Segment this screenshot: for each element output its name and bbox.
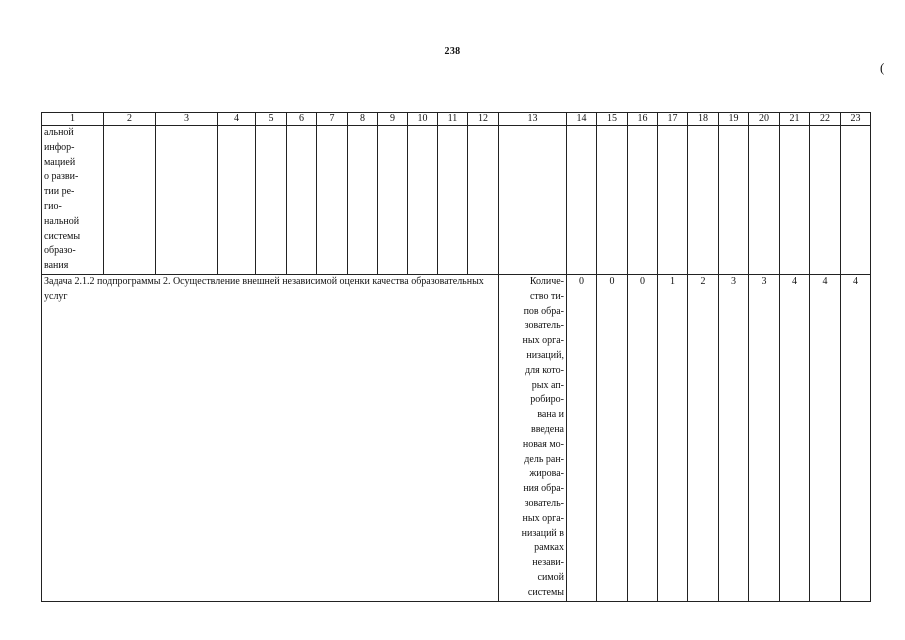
header-cell: 2 xyxy=(104,113,156,126)
value-cell: 4 xyxy=(841,275,871,602)
header-cell: 3 xyxy=(156,113,218,126)
value-cell: 0 xyxy=(628,275,658,602)
table-header-row xyxy=(42,113,871,126)
empty-cell xyxy=(749,126,780,275)
header-cell: 4 xyxy=(218,113,256,126)
header-cell: 19 xyxy=(719,113,749,126)
empty-cell xyxy=(287,126,317,275)
header-cell: 15 xyxy=(597,113,628,126)
header-cell: 9 xyxy=(378,113,408,126)
header-cell: 8 xyxy=(348,113,378,126)
value-cell: 0 xyxy=(597,275,628,602)
empty-cell xyxy=(628,126,658,275)
empty-cell xyxy=(841,126,871,275)
empty-cell xyxy=(317,126,348,275)
empty-cell xyxy=(156,126,218,275)
value-cell: 0 xyxy=(567,275,597,602)
header-cell: 16 xyxy=(628,113,658,126)
value-cell: 4 xyxy=(810,275,841,602)
header-cell: 18 xyxy=(688,113,719,126)
header-cell: 14 xyxy=(567,113,597,126)
table-row xyxy=(42,126,871,275)
table-row xyxy=(42,275,871,602)
header-cell: 7 xyxy=(317,113,348,126)
header-cell: 23 xyxy=(841,113,871,126)
empty-cell xyxy=(597,126,628,275)
header-cell: 5 xyxy=(256,113,287,126)
empty-cell xyxy=(780,126,810,275)
header-cell: 20 xyxy=(749,113,780,126)
header-cell: 13 xyxy=(499,113,567,126)
header-cell: 22 xyxy=(810,113,841,126)
empty-cell xyxy=(658,126,688,275)
value-cell: 4 xyxy=(780,275,810,602)
page-number: 238 xyxy=(444,46,461,57)
empty-cell xyxy=(688,126,719,275)
empty-cell xyxy=(810,126,841,275)
empty-cell xyxy=(104,126,156,275)
header-cell: 11 xyxy=(438,113,468,126)
header-cell: 12 xyxy=(468,113,499,126)
header-cell: 21 xyxy=(780,113,810,126)
empty-cell xyxy=(256,126,287,275)
empty-cell xyxy=(468,126,499,275)
value-cell: 2 xyxy=(688,275,719,602)
header-cell: 1 xyxy=(42,113,104,126)
empty-cell xyxy=(378,126,408,275)
empty-cell xyxy=(499,126,567,275)
empty-cell xyxy=(438,126,468,275)
value-cell: 3 xyxy=(749,275,780,602)
header-cell: 6 xyxy=(287,113,317,126)
indicator-description: Количе- ство ти- пов обра- зователь- ных орга- низаций, для кото- рых ап- робиро- вана и введена новая мо- дель ран- жирова- ния обра- зователь- ных орга- низаций в рамках незави- симой системы xyxy=(499,275,567,602)
header-cell: 10 xyxy=(408,113,438,126)
empty-cell xyxy=(348,126,378,275)
header-cell: 17 xyxy=(658,113,688,126)
indicator-table xyxy=(41,112,871,602)
empty-cell xyxy=(719,126,749,275)
empty-cell xyxy=(408,126,438,275)
value-cell: 3 xyxy=(719,275,749,602)
stray-mark: ( xyxy=(880,60,885,75)
value-cell: 1 xyxy=(658,275,688,602)
empty-cell xyxy=(218,126,256,275)
row1-col1-text: альной инфор- мацией о разви- тии ре- гио- нальной системы образо- вания xyxy=(42,126,104,275)
empty-cell xyxy=(567,126,597,275)
task-description: Задача 2.1.2 подпрограммы 2. Осуществление внешней независимой оценки качества образовательных услуг xyxy=(42,275,499,602)
